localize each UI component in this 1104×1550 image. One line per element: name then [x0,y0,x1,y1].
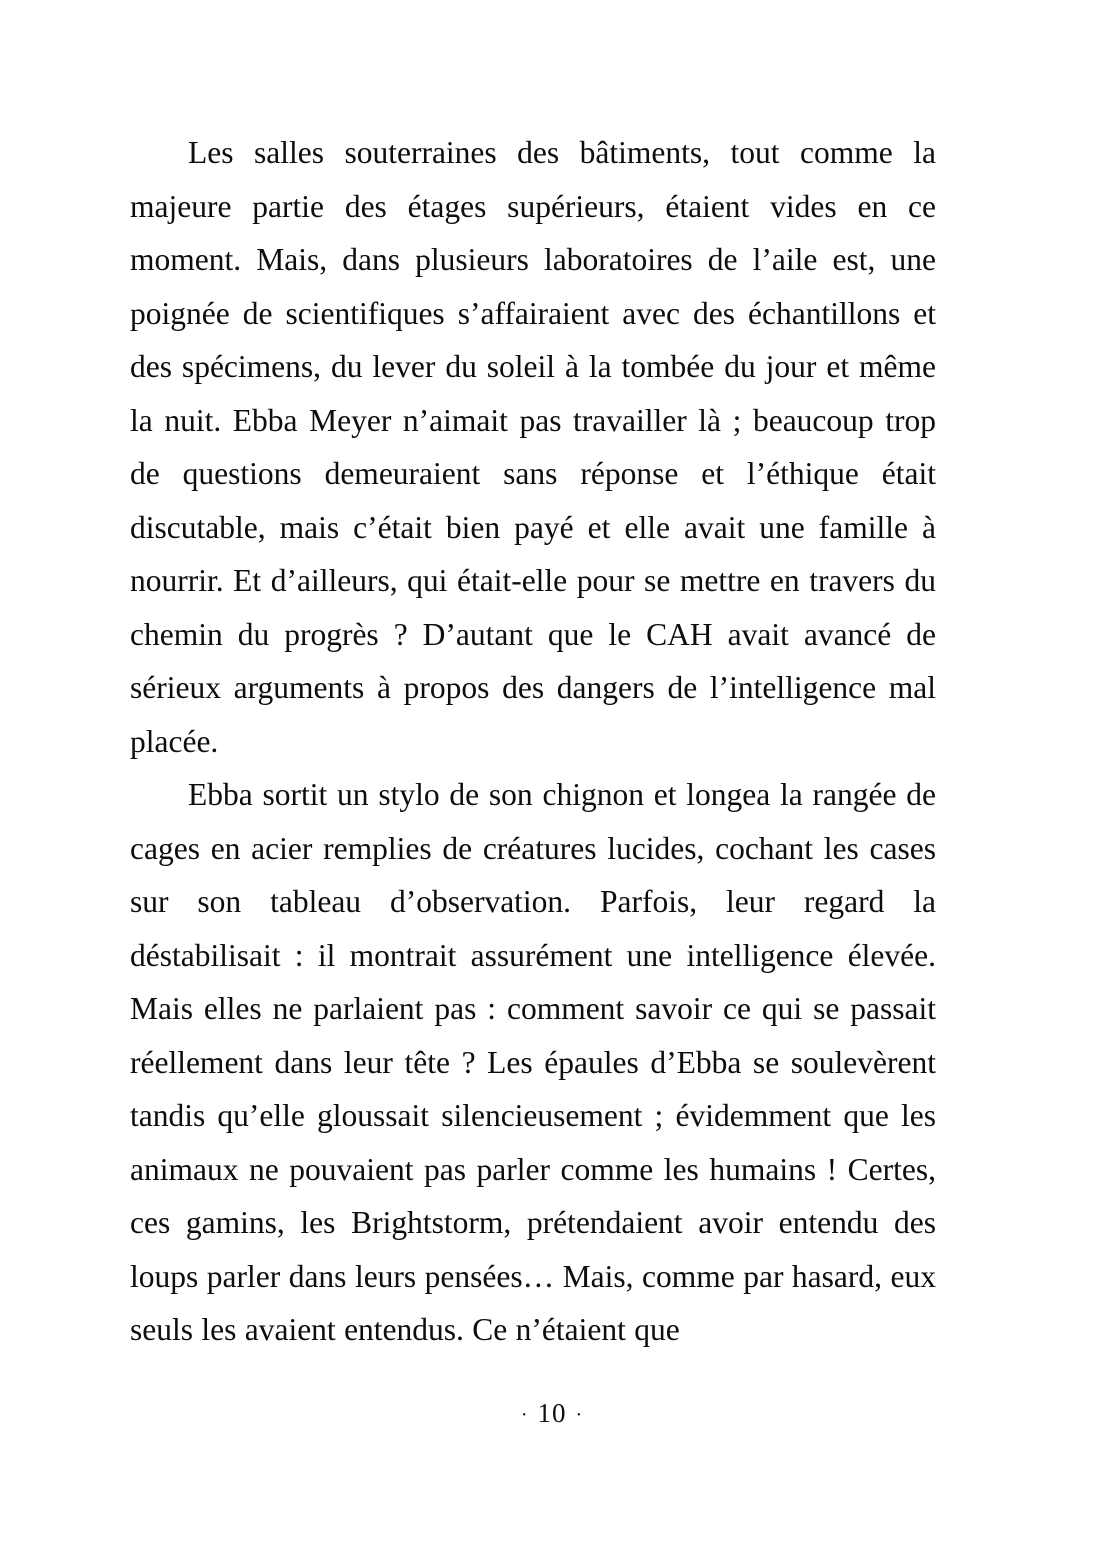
body-text [130,126,936,1357]
paragraph: Les salles souterraines des bâtiments, tout comme la majeure partie des étages supérieurs, étaient vides en ce moment. Mais, dans plusieurs laboratoires de l’aile est, une poignée de scientifiques s’affairaient avec des échantillons et des spécimens, du lever du soleil à la tombée du jour et même la nuit. Ebba Meyer n’aimait pas travailler là ; beaucoup trop de questions demeuraient sans réponse et l’éthique était discutable, mais c’était bien payé et elle avait une famille à nourrir. Et d’ailleurs, qui était-elle pour se mettre en travers du chemin du progrès ? D’autant que le CAH avait avancé de sérieux arguments à propos des dangers de l’intelligence mal placée. [130,135,936,759]
page-folio [0,1398,1104,1429]
paragraph: Ebba sortit un stylo de son chignon et longea la rangée de cages en acier remplies de créatures lucides, cochant les cases sur son tableau d’observation. Parfois, leur regard la déstabilisait : il montrait assurément une intelligence élevée. Mais elles ne parlaient pas : comment savoir ce qui se passait réellement dans leur tête ? Les épaules d’Ebba se soulevèrent tandis qu’elle gloussait silencieusement ; évidemment que les animaux ne pouvaient pas parler comme les humains ! Certes, ces gamins, les Brightstorm, prétendaient avoir entendu des loups parler dans leurs pensées… Mais, comme par hasard, eux seuls les avaient entendus. Ce n’étaient que [130,777,936,1347]
folio-ornament-right: · [575,1404,584,1427]
folio-ornament-left: · [520,1404,529,1427]
page-number: 10 [537,1398,567,1428]
